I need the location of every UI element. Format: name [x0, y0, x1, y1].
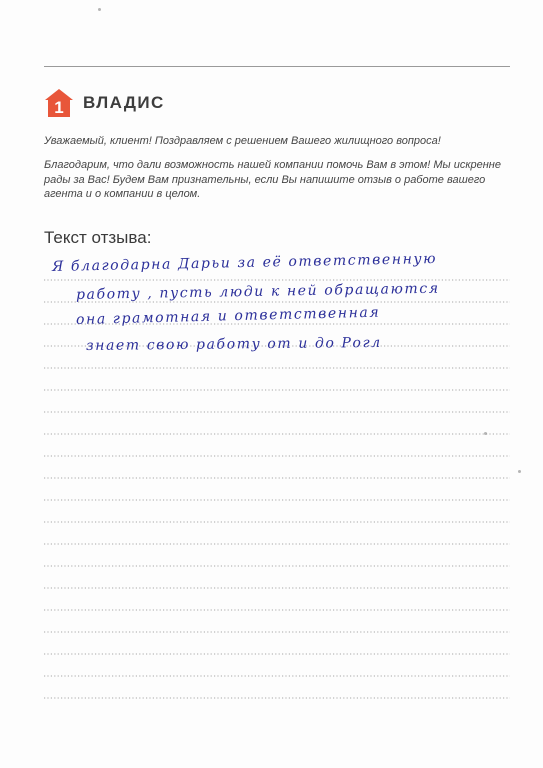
handwritten-line: Я благодарна Дарьи за её ответственную [51, 250, 438, 275]
review-heading: Текст отзыва: [44, 228, 152, 247]
greeting-text: Уважаемый, клиент! Поздравляем с решением Вашего жилищного вопроса! [44, 135, 441, 147]
writing-lines-area[interactable] [44, 258, 510, 718]
company-logo [44, 88, 165, 118]
svg-text:1: 1 [54, 98, 64, 117]
handwritten-line: работу , пусть люди к ней обращаются [75, 280, 440, 303]
top-divider [44, 66, 510, 67]
brand-name: ВЛАДИС [83, 93, 165, 112]
handwritten-line: она грамотная и ответственная [75, 304, 381, 328]
scan-speck [518, 470, 521, 473]
scan-speck [98, 8, 101, 11]
house-key-logo-icon [44, 88, 74, 118]
dotted-ruled-lines [44, 258, 510, 718]
handwritten-line: знает свою работу от и до Рогл [85, 334, 382, 354]
request-text: Благодарим, что дали возможность нашей компании помочь Вам в этом! Мы искренне рады за Вас! Будем Вам признательны, если Вы напишите отзыв о работе вашего агента и о компании в целом. [44, 159, 501, 200]
